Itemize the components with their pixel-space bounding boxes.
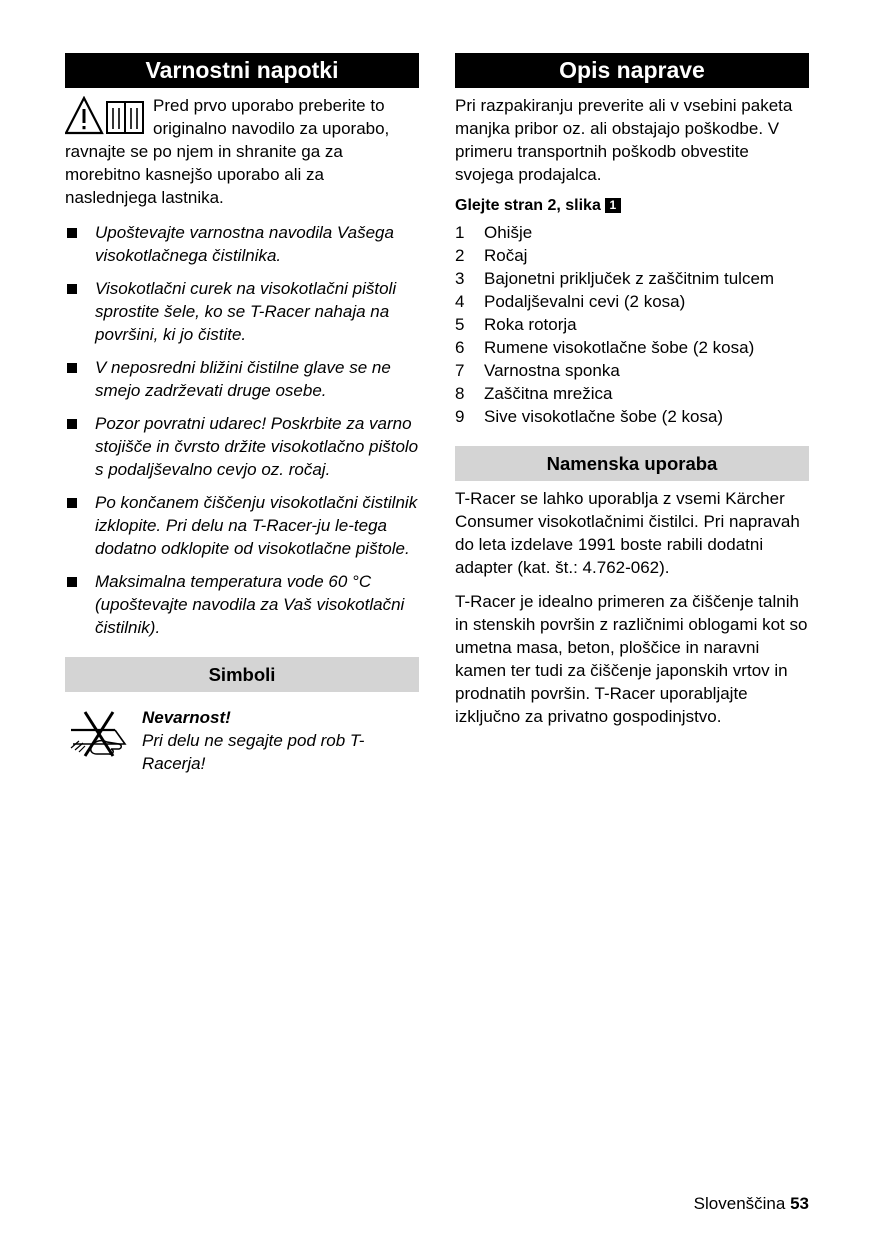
list-item: 4 Podaljševalni cevi (2 kosa) (455, 292, 686, 311)
list-item: 7 Varnostna sponka (455, 361, 620, 380)
list-item: 2 Ročaj (455, 246, 528, 265)
safety-intro-rest: ravnajte se po njem in shranite ga za morebitno kasnejšo uporabo ali za naslednjega lastnika. (65, 142, 343, 207)
bullet-square-icon (67, 363, 77, 373)
list-item: 8 Zaščitna mrežica (455, 384, 613, 403)
figure-reference (455, 194, 809, 217)
list-item: 6 Rumene visokotlačne šobe (2 kosa) (455, 338, 755, 357)
list-item: Pozor povratni udarec! Poskrbite za varno stojišče in čvrsto držite visokotlačno pištolo s podaljševalno cevjo oz. ročaj. (65, 412, 419, 481)
safety-heading: Varnostni napotki (65, 53, 419, 88)
symbols-heading: Simboli (65, 657, 419, 692)
list-item: 3 Bajonetni priključek z zaščitnim tulcem (455, 269, 775, 288)
intended-use-paragraph-2: T-Racer je idealno primeren za čiščenje talnih in stenskih površin z različnimi oblogami kot so umetna masa, beton, ploščice in naravni kamen ter tudi za čiščenje japonskih vrtov in prodnatih površin. T-Racer uporabljajte izključno za privatno gospodinjstvo. (455, 592, 808, 726)
intended-use-paragraph-1: T-Racer se lahko uporablja z vsemi Kärcher Consumer visokotlačnimi čistilci. Pri napravah do leta izdelave 1991 boste rabili dodatni adapter (kat. št.: 4.762-062). (455, 489, 800, 577)
list-item: Upoštevajte varnostna navodila Vašega visokotlačnega čistilnika. (65, 221, 419, 267)
list-item: 9 Sive visokotlačne šobe (2 kosa) (455, 407, 724, 426)
list-item: 1 Ohišje (455, 223, 533, 242)
list-item: Visokotlačni curek na visokotlačni pištoli sprostite šele, ko se T-Racer nahaja na površini, ki jo čistite. (65, 277, 419, 346)
footer-language: Slovenščina (693, 1194, 786, 1213)
list-item: 5 Roka rotorja (455, 315, 577, 334)
right-column (455, 53, 809, 728)
list-item: V neposredni bližini čistilne glave se ne smejo zadrževati druge osebe. (65, 356, 419, 402)
bullet-square-icon (67, 419, 77, 429)
bullet-square-icon (67, 577, 77, 587)
bullet-square-icon (67, 228, 77, 238)
page-number: 53 (790, 1194, 809, 1213)
bullet-square-icon (67, 498, 77, 508)
parts-list (455, 221, 809, 428)
list-item: Maksimalna temperatura vode 60 °C (upoštevajte navodila za Vaš visokotlačni čistilnik). (65, 570, 419, 639)
no-hand-under-edge-icon (67, 708, 133, 760)
warning-manual-icon (65, 96, 145, 136)
figure-number-badge: 1 (605, 198, 621, 213)
figure-reference-label: Glejte stran 2, slika (455, 197, 601, 214)
safety-intro-first: Pred prvo uporabo preberite to originalno navodilo za uporabo, (153, 96, 390, 138)
intended-use-heading: Namenska uporaba (455, 446, 809, 481)
device-description-heading: Opis naprave (455, 53, 809, 88)
symbol-description: Pri delu ne segajte pod rob T-Racerja! (142, 731, 365, 773)
page-footer (694, 1194, 809, 1214)
device-intro: Pri razpakiranju preverite ali v vsebini paketa manjka pribor oz. ali obstajajo poškodbe. V primeru transportnih poškodb obvestite svojega prodajalca. (455, 96, 793, 184)
symbol-title: Nevarnost! (142, 708, 231, 727)
bullet-square-icon (67, 284, 77, 294)
left-column (65, 53, 419, 776)
list-item: Po končanem čiščenju visokotlačni čistilnik izklopite. Pri delu na T-Racer-ju le-tega dodatno odklopite od visokotlačne pištole. (65, 491, 419, 560)
symbol-danger-row (65, 706, 419, 776)
safety-list (65, 221, 419, 639)
safety-intro (65, 94, 419, 209)
